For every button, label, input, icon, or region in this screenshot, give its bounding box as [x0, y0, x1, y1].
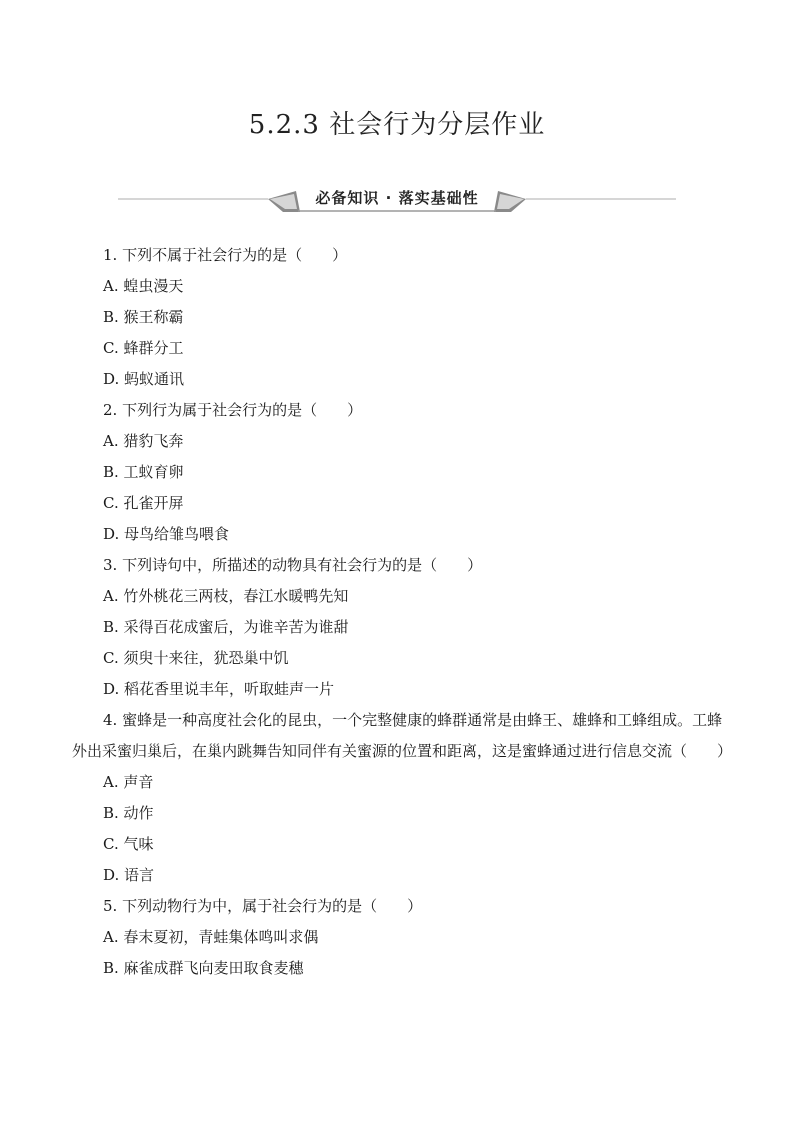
question-4-option-d: D. 语言 — [103, 866, 155, 884]
question-4-stem: 4. 蜜蜂是一种高度社会化的昆虫，一个完整健康的蜂群通常是由蜂王、雄蜂和工蜂组成。工蜂外出采蜜归巢后，在巢内跳舞告知同伴有关蜜源的位置和距离，这是蜜蜂通过进行信息交流（ ） — [72, 711, 733, 760]
question-4-option-b: B. 动作 — [103, 804, 154, 822]
question-3-option-a: A. 竹外桃花三两枝，春江水暖鸭先知 — [103, 587, 349, 605]
question-1-option-b: B. 猴王称霸 — [103, 308, 184, 326]
question-2-option-a: A. 猎豹飞奔 — [103, 432, 184, 450]
question-1-option-d: D. 蚂蚁通讯 — [103, 370, 185, 388]
question-1-option-c: C. 蜂群分工 — [103, 339, 184, 357]
question-1-option-a: A. 蝗虫漫天 — [103, 277, 184, 295]
question-4-option-c: C. 气味 — [103, 835, 154, 853]
question-2-stem: 2. 下列行为属于社会行为的是（ ） — [103, 401, 363, 419]
question-1-stem: 1. 下列不属于社会行为的是（ ） — [103, 246, 348, 264]
page-title: 5.2.3 社会行为分层作业 — [248, 110, 546, 140]
question-3-option-b: B. 采得百花成蜜后，为谁辛苦为谁甜 — [103, 618, 349, 636]
question-2-option-c: C. 孔雀开屏 — [103, 494, 184, 512]
question-2-option-d: D. 母鸟给雏鸟喂食 — [103, 525, 230, 543]
question-5-stem: 5. 下列动物行为中，属于社会行为的是（ ） — [103, 897, 423, 915]
question-list — [72, 240, 732, 984]
section-banner — [118, 184, 676, 214]
question-5-option-a: A. 春末夏初，青蛙集体鸣叫求偶 — [103, 928, 319, 946]
question-3-stem: 3. 下列诗句中，所描述的动物具有社会行为的是（ ） — [103, 556, 483, 574]
question-4-option-a: A. 声音 — [103, 773, 154, 791]
banner-label: 必备知识 · 落实基础性 — [315, 189, 479, 207]
question-3-option-d: D. 稻花香里说丰年，听取蛙声一片 — [103, 680, 335, 698]
question-3-option-c: C. 须臾十来往，犹恐巢中饥 — [103, 649, 289, 667]
question-2-option-b: B. 工蚁育卵 — [103, 463, 184, 481]
question-5-option-b: B. 麻雀成群飞向麦田取食麦穗 — [103, 959, 304, 977]
